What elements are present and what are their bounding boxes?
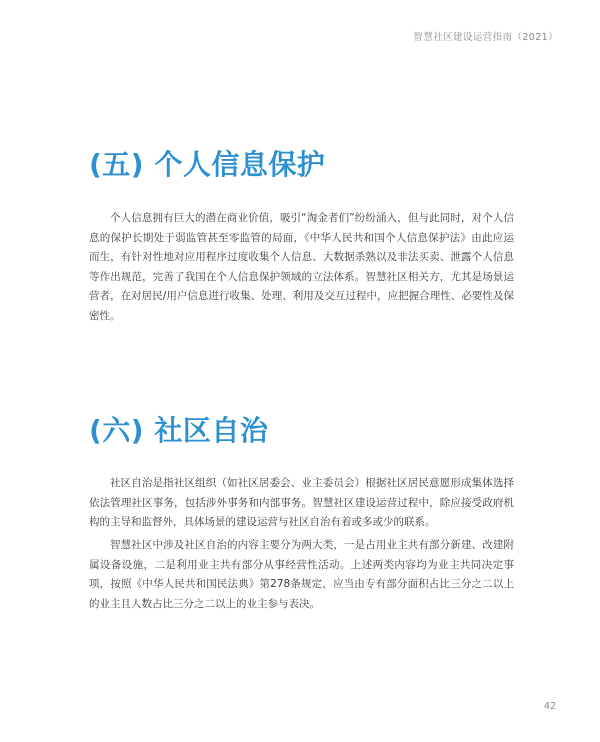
paragraph-community-autonomy-1: 社区自治是指社区组织（如社区居委会、业主委员会）根据社区居民意愿形成集体选择依法管理社区事务，包括涉外事务和内部事务。智慧社区建设运营过程中，除应接受政府机构的主导和监督外，具体场景的建设运营与社区自治有着或多或少的联系。	[89, 477, 514, 529]
page-number: 42	[543, 701, 556, 712]
paragraph-personal-info: 个人信息拥有巨大的潜在商业价值，吸引“淘金者们”纷纷涌入，但与此同时，对个人信息的保护长期处于弱监管甚至零监管的局面，《中华人民共和国个人信息保护法》由此应运而生，有针对性地对应用程序过度收集个人信息、大数据杀熟以及非法买卖、泄露个人信息等作出规范，完善了我国在个人信息保护领域的立法体系。智慧社区相关方，尤其是场景运营者，在对居民/用户信息进行收集、处理、利用及交互过程中，应把握合理性、必要性及保密性。	[89, 212, 514, 322]
section-title-personal-info: (五) 个人信息保护	[89, 148, 326, 181]
running-header: 智慧社区建设运营指南（2021）	[413, 32, 558, 43]
paragraph-community-autonomy-2: 智慧社区中涉及社区自治的内容主要分为两大类，一是占用业主共有部分新建、改建附属设备设施，二是利用业主共有部分从事经营性活动。上述两类内容均为业主共同决定事项，按照《中华人民共和国民法典》第278条规定，应当由专有部分面积占比三分之二以上的业主且人数占比三分之二以上的业主参与表决。	[89, 539, 514, 610]
section-title-community-autonomy: (六) 社区自治	[89, 414, 269, 447]
